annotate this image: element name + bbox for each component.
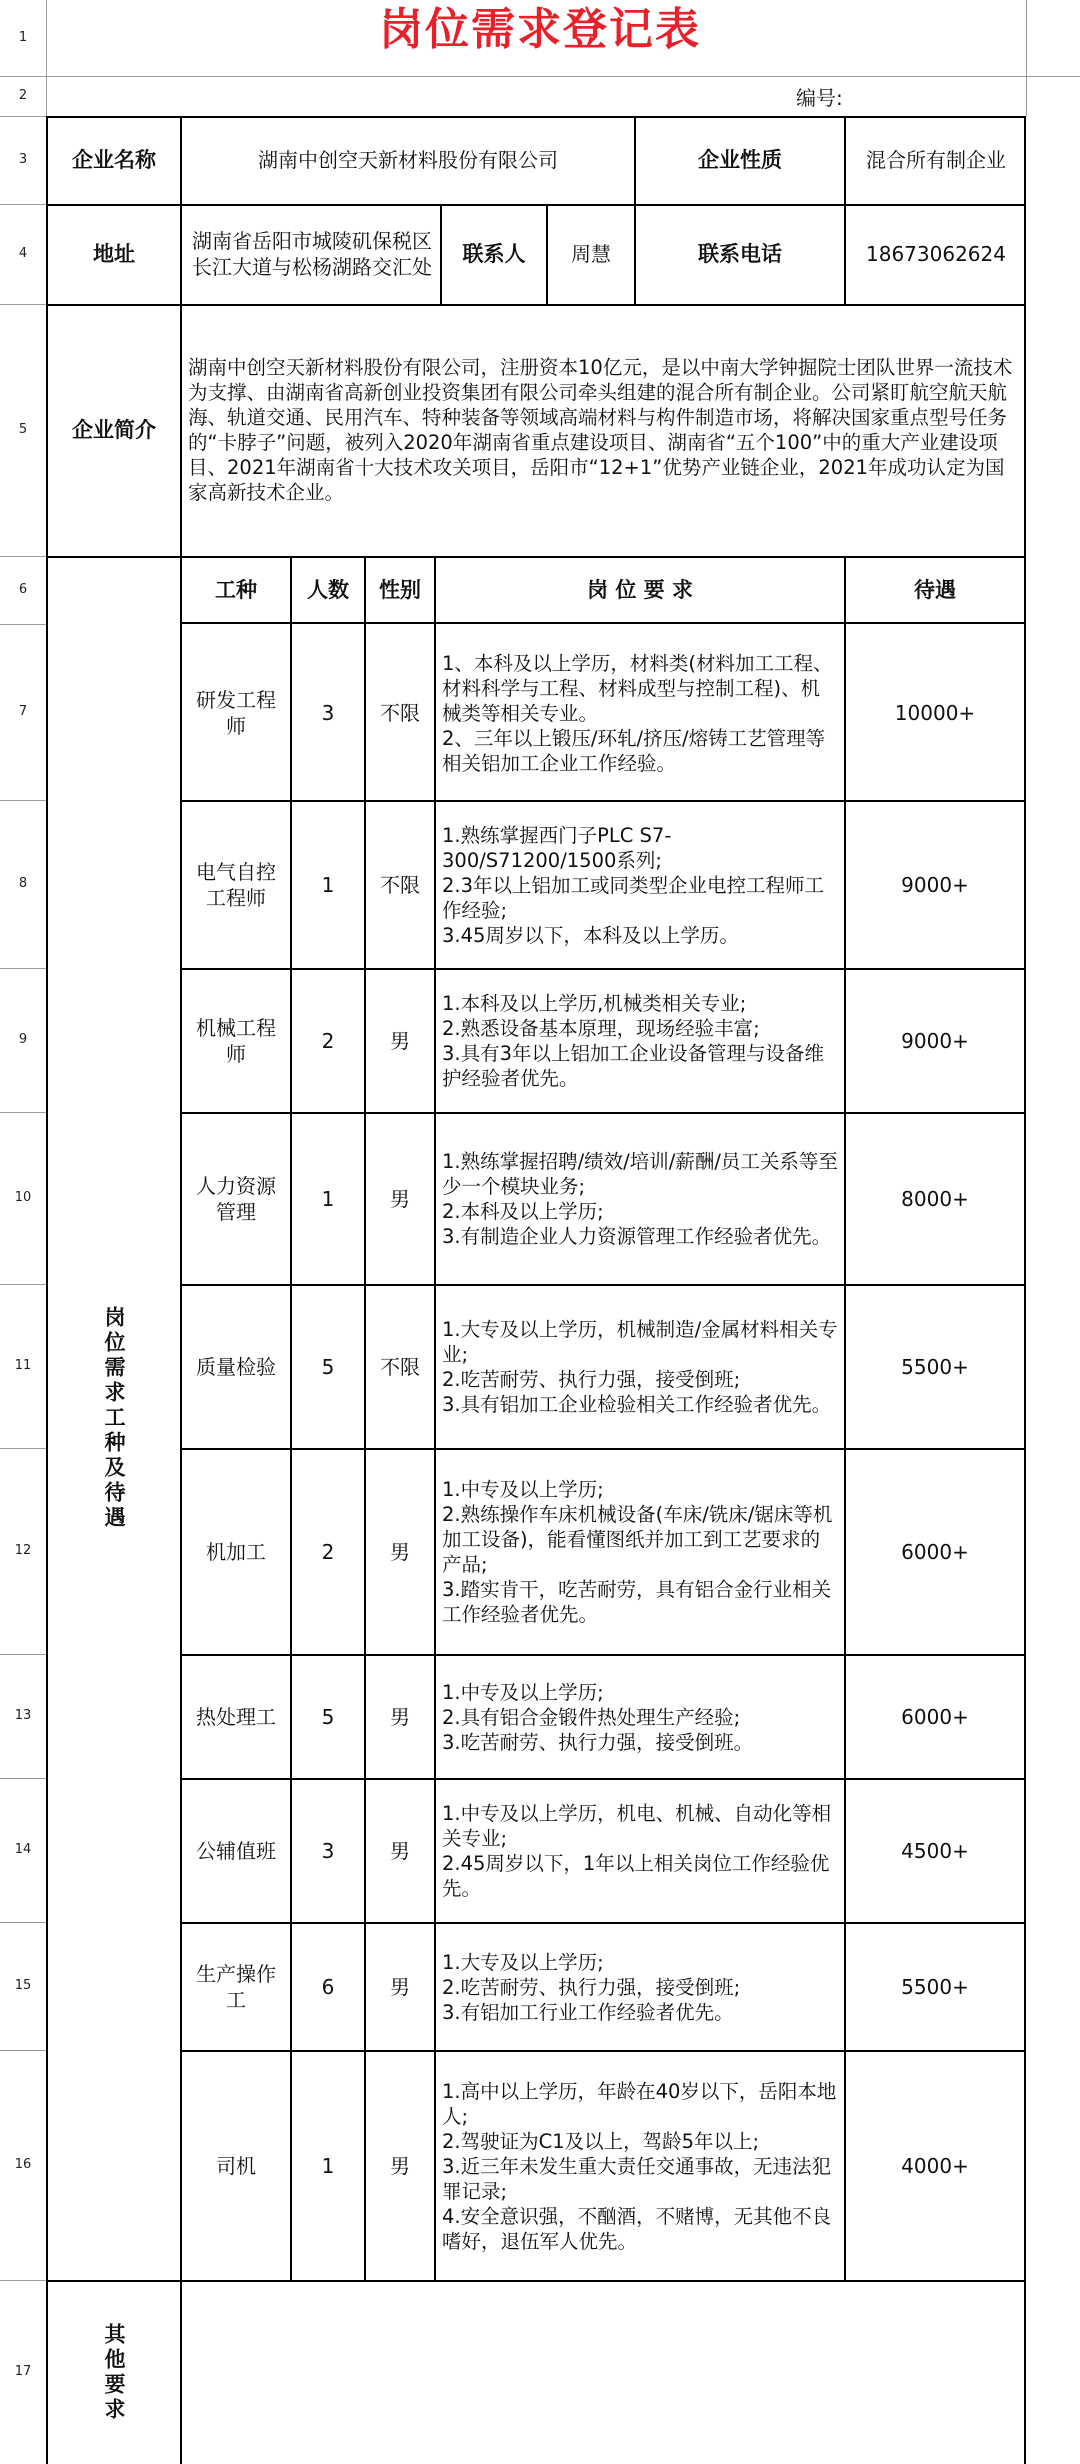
row-number: 6 <box>18 582 28 597</box>
company-intro: 湖南中创空天新材料股份有限公司，注册资本10亿元，是以中南大学钟掘院士团队世界一流技术为支撑、由湖南省高新创业投资集团有限公司牵头组建的混合所有制企业。公司紧盯航空航天航海、轨道交通、民用汽车、特种装备等领域高端材料与构件制造市场，将解决国家重点型号任务的“卡脖子”问题，被列入2020年湖南省重点建设项目、湖南省“五个100”中的重大产业建设项目、2021年湖南省十大技术攻关项目，岳阳市“12+1”优势产业链企业，2021年成功认定为国家高新技术企业。 <box>188 356 1013 504</box>
page-title: 岗位需求登记表 <box>379 4 701 55</box>
grid-line <box>0 624 46 625</box>
grid-line <box>46 116 48 2464</box>
job-gender: 不限 <box>380 1355 420 1379</box>
job-requirements: 1.大专及以上学历，机械制造/金属材料相关专业; 2.吃苦耐劳、执行力强，接受倒班; 3.具有铝加工企业检验相关工作经验者优先。 <box>442 1318 838 1416</box>
job-gender: 男 <box>390 1187 410 1211</box>
grid-line <box>180 1448 1026 1450</box>
grid-line <box>0 2050 46 2051</box>
row-number: 13 <box>14 1708 32 1723</box>
job-type: 机械工程师 <box>196 1016 276 1066</box>
job-pay: 6000+ <box>901 1540 969 1564</box>
job-count: 6 <box>321 1975 335 1999</box>
job-requirements: 1.本科及以上学历,机械类相关专业; 2.熟悉设备基本原理，现场经验丰富; 3.具有3年以上铝加工企业设备管理与设备维护经验者优先。 <box>442 992 825 1090</box>
row-number: 12 <box>14 1543 32 1558</box>
job-gender: 男 <box>390 1975 410 1999</box>
job-type: 研发工程师 <box>196 688 276 738</box>
grid-line <box>0 304 46 305</box>
row-number: 8 <box>18 876 28 891</box>
job-type: 质量检验 <box>196 1355 276 1379</box>
contact-phone: 18673062624 <box>866 242 1006 266</box>
job-type: 生产操作工 <box>196 1962 276 2012</box>
job-pay: 4000+ <box>901 2154 969 2178</box>
job-count: 2 <box>321 1029 335 1053</box>
job-type: 人力资源管理 <box>196 1174 276 1224</box>
grid-line <box>0 1778 46 1779</box>
job-gender: 不限 <box>380 701 420 725</box>
header-gender: 性别 <box>379 578 421 602</box>
grid-line <box>0 2280 46 2281</box>
job-gender: 男 <box>390 2154 410 2178</box>
job-pay: 10000+ <box>894 701 976 725</box>
job-requirements: 1.中专及以上学历，机电、机械、自动化等相关专业; 2.45周岁以下，1年以上相关岗位工作经验优先。 <box>442 1802 832 1900</box>
job-pay: 9000+ <box>901 1029 969 1053</box>
grid-line <box>0 76 1080 77</box>
grid-line <box>0 1922 46 1923</box>
job-pay: 5500+ <box>901 1355 969 1379</box>
row-number: 17 <box>14 2364 32 2379</box>
grid-line <box>440 204 442 304</box>
job-gender: 不限 <box>380 873 420 897</box>
grid-line <box>180 116 182 2464</box>
job-requirements: 1.熟练掌握招聘/绩效/培训/薪酬/员工关系等至少一个模块业务; 2.本科及以上学历; 3.有制造企业人力资源管理工作经验者优先。 <box>442 1150 838 1248</box>
row-number: 5 <box>18 422 28 437</box>
grid-line <box>0 556 46 557</box>
row-number: 11 <box>14 1358 32 1373</box>
job-gender: 男 <box>390 1540 410 1564</box>
address-label: 地址 <box>93 242 135 266</box>
job-type: 司机 <box>216 2154 256 2178</box>
grid-line <box>844 116 846 304</box>
job-type: 公辅值班 <box>196 1839 276 1863</box>
job-count: 3 <box>321 701 335 725</box>
other-requirements-label <box>48 2282 180 2464</box>
job-requirements: 1.大专及以上学历; 2.吃苦耐劳、执行力强，接受倒班; 3.有铝加工行业工作经验者优先。 <box>442 1950 741 2024</box>
serial-number-label: 编号: <box>796 86 843 110</box>
phone-label: 联系电话 <box>698 242 782 266</box>
row-number: 9 <box>18 1032 28 1047</box>
row-number: 10 <box>14 1190 32 1205</box>
grid-line <box>180 1112 1026 1114</box>
grid-line <box>290 556 292 2280</box>
job-count: 3 <box>321 1839 335 1863</box>
job-requirements: 1.高中以上学历，年龄在40岁以下，岳阳本地人; 2.驾驶证为C1及以上，驾龄5年以上; 3.近三年未发生重大责任交通事故，无违法犯罪记录; 4.安全意识强，不酗酒，不赌博，无其他不良嗜好，退伍军人优先。 <box>442 2079 837 2253</box>
row-number: 2 <box>18 88 28 103</box>
job-count: 5 <box>321 1355 335 1379</box>
row-number: 16 <box>14 2157 32 2172</box>
job-pay: 4500+ <box>901 1839 969 1863</box>
company-intro-label: 企业简介 <box>72 418 156 442</box>
grid-line <box>0 204 46 205</box>
job-pay: 5500+ <box>901 1975 969 1999</box>
company-name-label: 企业名称 <box>72 148 156 172</box>
grid-line <box>1026 0 1027 116</box>
row-number: 14 <box>14 1842 32 1857</box>
header-pay: 待遇 <box>914 578 956 602</box>
grid-line <box>634 116 636 304</box>
job-type: 热处理工 <box>196 1705 276 1729</box>
row-number: 4 <box>18 246 28 261</box>
job-requirements: 1.中专及以上学历; 2.熟练操作车床机械设备(车床/铣床/锯床等机加工设备)，能看懂图纸并加工到工艺要求的产品; 3.踏实肯干，吃苦耐劳，具有铝合金行业相关工作经验者优先。 <box>442 1478 833 1626</box>
job-gender: 男 <box>390 1839 410 1863</box>
job-pay: 6000+ <box>901 1705 969 1729</box>
grid-line <box>46 556 1026 558</box>
grid-line <box>546 204 548 304</box>
job-count: 1 <box>321 873 335 897</box>
grid-line <box>844 556 846 2280</box>
row-number: 7 <box>18 704 28 719</box>
job-requirements: 1、本科及以上学历，材料类(材料加工工程、材料科学与工程、材料成型与控制工程)、机械类等相关专业。 2、三年以上锻压/环轧/挤压/熔铸工艺管理等相关铝加工企业工作经验。 <box>442 651 833 775</box>
job-count: 2 <box>321 1540 335 1564</box>
grid-line <box>46 304 1026 306</box>
row-number: 3 <box>18 152 28 167</box>
jobs-section-label <box>48 556 180 2280</box>
grid-line <box>364 556 366 2280</box>
job-requirements: 1.熟练掌握西门子PLC S7-300/S71200/1500系列; 2.3年以上铝加工或同类型企业电控工程师工作经验; 3.45周岁以下，本科及以上学历。 <box>442 823 825 947</box>
grid-line <box>180 2050 1026 2052</box>
job-type: 机加工 <box>206 1540 266 1564</box>
grid-line <box>46 116 1026 118</box>
grid-line <box>46 204 1026 206</box>
company-nature-label: 企业性质 <box>698 148 782 172</box>
grid-line <box>0 116 46 117</box>
grid-line <box>180 1922 1026 1924</box>
job-gender: 男 <box>390 1029 410 1053</box>
jobs-section-label-text: 岗位需求工种及待遇 <box>102 1305 126 1531</box>
job-count: 5 <box>321 1705 335 1729</box>
grid-line <box>180 1284 1026 1286</box>
grid-line <box>0 1112 46 1113</box>
company-name: 湖南中创空天新材料股份有限公司 <box>258 148 558 172</box>
grid-line <box>0 1448 46 1449</box>
header-requirements: 岗 位 要 求 <box>587 578 693 602</box>
job-requirements: 1.中专及以上学历; 2.具有铝合金锻件热处理生产经验; 3.吃苦耐劳、执行力强，接受倒班。 <box>442 1680 754 1754</box>
company-nature: 混合所有制企业 <box>866 148 1006 172</box>
contact-label: 联系人 <box>462 242 526 266</box>
job-pay: 8000+ <box>901 1187 969 1211</box>
grid-line <box>1024 116 1026 2464</box>
grid-line <box>0 1284 46 1285</box>
grid-line <box>180 1778 1026 1780</box>
header-count: 人数 <box>307 578 349 602</box>
job-count: 1 <box>321 1187 335 1211</box>
job-type: 电气自控工程师 <box>196 860 276 910</box>
grid-line <box>0 1654 46 1655</box>
grid-line <box>0 800 46 801</box>
grid-line <box>434 556 436 2280</box>
other-requirements-content <box>182 2282 1024 2464</box>
row-number: 1 <box>18 30 28 45</box>
company-address: 湖南省岳阳市城陵矶保税区长江大道与松杨湖路交汇处 <box>192 229 432 279</box>
row-number: 15 <box>14 1978 32 1993</box>
grid-line <box>180 800 1026 802</box>
other-requirements-label-text: 其他要求 <box>102 2323 126 2423</box>
grid-line <box>180 968 1026 970</box>
job-count: 1 <box>321 2154 335 2178</box>
header-type: 工种 <box>215 578 257 602</box>
contact-person: 周慧 <box>571 242 611 266</box>
job-gender: 男 <box>390 1705 410 1729</box>
grid-line <box>46 2280 1026 2282</box>
grid-line <box>0 968 46 969</box>
grid-line <box>180 1654 1026 1656</box>
job-pay: 9000+ <box>901 873 969 897</box>
grid-line <box>180 622 1026 624</box>
